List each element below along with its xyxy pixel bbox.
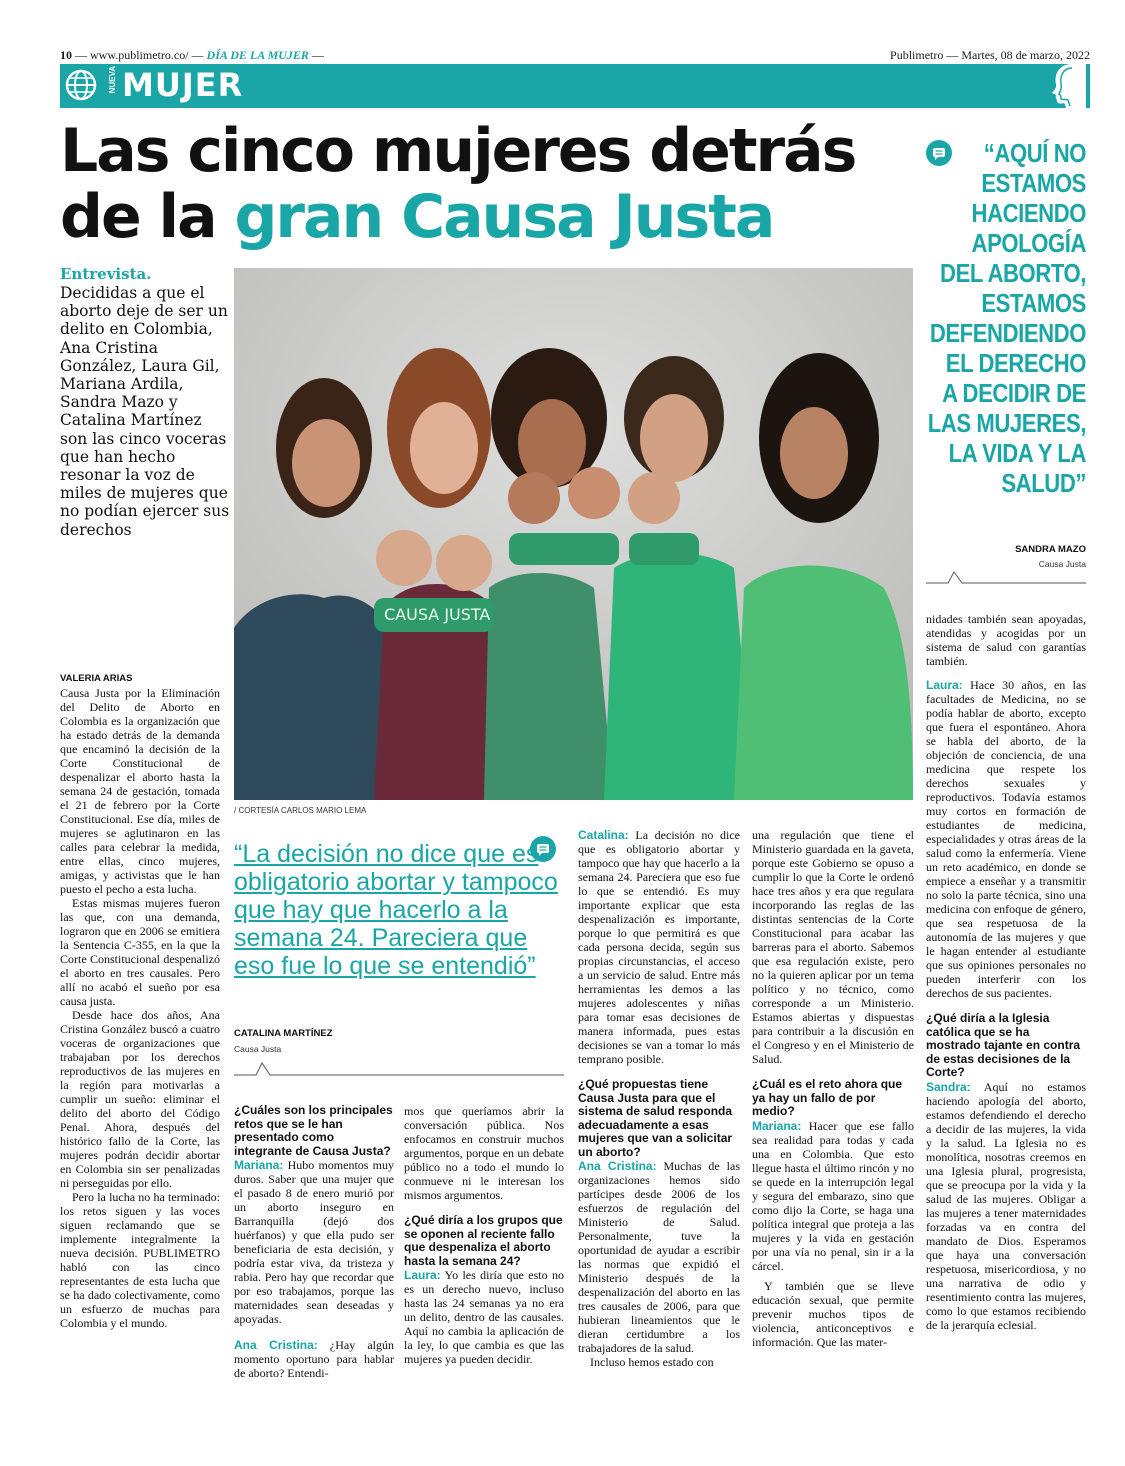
- answer-3: [404, 1268, 564, 1366]
- answer-6-text: Hacer que ese fallo sea realidad para todas y cada una en Colombia. Que esto llegue hasta el último rincón y no se quede en la interrupción legal y segura del embarazo, sino que como dijo la Corte, se haga una política integral que proteja a las mujeres y la vida en gestación por una vía no penal, sin ir a la cárcel.: [752, 1118, 915, 1273]
- column-4: [578, 828, 740, 1369]
- lead-text: Decididas a que el aborto deje de ser un delito en Colombia, Ana Cristina González, Laura Gil, Mariana Ardila, Sandra Mazo y Catalina Martínez son las cinco voceras que han hecho resonar la voz de miles de mujeres que no podían ejercer sus derechos: [60, 284, 230, 539]
- answer-6b: Y también que se lleve educación sexual, que permite prevenir muchos tipos de violencia, anticonceptivos e información. Que las mater-: [752, 1278, 914, 1349]
- question-2: ¿Qué diría a los grupos que se oponen al reciente fallo que despenaliza el aborto hasta la semana 24?: [404, 1213, 563, 1268]
- quote-divider: [926, 570, 1086, 584]
- answer-3-text: Yo les diría que esto no es un derecho nuevo, incluso hasta las 24 semanas ya no era un delito, dentro de las causales. Aquí no cambia la aplicación de la ley, lo que cambia es que las mujeres ya pueden decidir.: [404, 1268, 564, 1366]
- band-title: MUJER: [122, 66, 244, 104]
- headline: [60, 118, 910, 250]
- speaker-laura-2: Laura:: [926, 678, 963, 692]
- photo-illustration: [234, 268, 913, 800]
- answer-2: [234, 1338, 394, 1380]
- answer-1-text: Hubo momentos muy duros. Saber que una mujer que el pasado 8 de enero murió por un aborto inseguro en Barranquilla (dejó dos huérfanos) y que ella pudo ser beneficiaria de esta decisión, y podría estar viva, da tristeza y rabia. Pero hay que recordar que por eso trabajamos, porque las maternidades sean deseadas y apoyadas.: [234, 1158, 395, 1326]
- masthead-line: [60, 48, 1090, 63]
- site-url: — www.publimetro.co/ —: [75, 48, 204, 62]
- headline-line-1: Las cinco mujeres detrás: [60, 116, 856, 186]
- dash: —: [311, 48, 324, 62]
- side-quote: [926, 138, 1086, 498]
- column-6: [926, 612, 1086, 1332]
- answer-1: [234, 1158, 394, 1326]
- col1-p3: Desde hace dos años, Ana Cristina González buscó a cuatro voceras de organizaciones que trabajaban por los derechos reproductivos de las mujeres en la región para motivarlas a cumplir un sueño: eliminar el delito del aborto del Código Penal. Ahora, después del histórico fallo de la Corte, las mujeres podrán decidir abortar en Colombia sin ser penalizadas ni perseguidas por ello.: [60, 1008, 220, 1190]
- answer-2-cont: mos que queríamos abrir la conversación pública. Nos enfocamos en construir muchos argumentos, porque en un debate público no a todo el mundo lo conmueve ni le interesan los mismos argumentos.: [404, 1104, 564, 1202]
- section-tag: DÍA DE LA MUJER: [206, 48, 309, 62]
- lead-label: Entrevista.: [60, 265, 152, 283]
- answer-5b: Incluso hemos estado con: [590, 1355, 714, 1369]
- byline: VALERIA ARIAS: [60, 673, 133, 684]
- answer-6: [752, 1119, 914, 1273]
- speaker-ana-cristina: Ana Cristina:: [234, 1338, 318, 1352]
- band-prefix: NUEVA: [108, 66, 117, 94]
- side-quote-role: Causa Justa: [1038, 559, 1086, 569]
- col1-p1: Causa Justa por la Eliminación del Delito de Aborto en Colombia es la organización que ha estado detrás de la demanda que encaminó la decisión de la Corte Constitucional de despenalizar el aborto hasta la semana 24 de gestación, tomada el 21 de febrero por la Corte Constitucional. Ese día, miles de mujeres se aglutinaron en las calles para celebrar la medida, entre ellas, cinco mujeres, amigas, y activistas que le han puesto el pecho a esta lucha.: [60, 686, 220, 896]
- mid-quote-text: [234, 840, 564, 980]
- mid-quote: [234, 840, 564, 980]
- answer-5-text: Muchas de las organizaciones hemos sido partícipes desde 2006 de los esfuerzos de regulación del Ministerio de Salud. Personalmente, tuve la oportunidad de ayudar a escribir las normas que expidió el Ministerio después de la despenalización del aborto en las tres causales de 2006, para que hubieran lineamientos que le dieran certidumbre a los trabajadores de la salud.: [578, 1159, 740, 1355]
- answer-5-cont: una regulación que tiene el Ministerio guardada en la gaveta, porque este Gobierno se opuso a cumplir lo que la Corte le ordenó hace tres años y era que regulara incorporando las reglas de las distintas sentencias de la Corte Constitucional para acabar las barreras para el aborto. Sabemos que esa regulación existe, pero no la quieren aplicar por un tema político y no técnico, como corresponde a un Ministerio. Estamos abiertas y dispuestas para contribuir a la discusión en el Congreso y en el Ministerio de Salud.: [752, 828, 914, 1066]
- question-1: ¿Cuáles son los principales retos que se le han presentado como integrante de Causa Justa?: [234, 1103, 393, 1158]
- answer-4: [578, 828, 740, 1066]
- column-3: [404, 1104, 564, 1366]
- column-1: [60, 672, 220, 1330]
- publication-date: Publimetro — Martes, 08 de marzo, 2022: [890, 48, 1090, 62]
- section-band: [60, 64, 1090, 108]
- side-quote-text: “AQUÍ NO ESTAMOS HACIENDO APOLOGÍA DEL ABORTO, ESTAMOS DEFENDIENDO EL DERECHO A DECIDIR DE LAS MUJERES, LA VIDA Y LA SALUD”: [927, 138, 1086, 498]
- column-2: [234, 1092, 394, 1380]
- side-quote-name: SANDRA MAZO: [1015, 544, 1086, 555]
- answer-5: [578, 1159, 740, 1355]
- mid-quote-divider: [234, 1060, 564, 1076]
- speaker-sandra: Sandra:: [926, 1079, 971, 1094]
- column-5: [752, 828, 914, 1349]
- answer-4-text: La decisión no dice que es obligatorio abortar y tampoco que hay que hacerlo a la semana 24. Pareciera que eso fue lo que se entendió. Es muy importante explicar que esta despenalización es importante, porque lo que permitirá es que cada persona decida, según sus propias circunstancias, el acceso a un servicio de salud. Entre más herramientas les demos a las mujeres adolescentes y niñas para tomar esas decisiones de manera informada, pues estas decisiones se van a tomar lo más temprano posible.: [578, 828, 740, 1066]
- photo-credit: / CORTESÍA CARLOS MARIO LEMA: [234, 806, 367, 815]
- question-5: ¿Qué diría a la Iglesia católica que se ha mostrado tajante en contra de estas decisiones de la Corte?: [926, 1011, 1081, 1079]
- mid-quote-body: “La decisión no dice que es obligatorio abortar y tampoco que hay que hacerlo a la semana 24. Pareciera que eso fue lo que se entendió”: [234, 840, 558, 980]
- speaker-laura: Laura:: [404, 1268, 441, 1282]
- answer-7: [926, 678, 1086, 1000]
- woman-profile-icon: [1042, 62, 1086, 110]
- speaker-catalina: Catalina:: [578, 828, 629, 842]
- col1-p2: Estas mismas mujeres fueron las que, con una demanda, lograron que en 2006 se emitiera la Sentencia C-355, en la que la Corte Constitucional despenalizó el aborto en tres causales. Pero allí no acabó el sueño por esa causa justa.: [60, 896, 220, 1008]
- question-4: ¿Cuál es el reto ahora que ya hay un fallo de por medio?: [752, 1077, 903, 1118]
- answer-6-cont: nidades también sean apoyadas, atendidas y acogidas por un sistema de salud con garantías también.: [926, 612, 1086, 668]
- mid-quote-role: Causa Justa: [234, 1044, 282, 1054]
- speaker-mariana: Mariana:: [234, 1158, 284, 1172]
- headline-line-2: [60, 184, 910, 250]
- col1-p4: Pero la lucha no ha terminado: los retos siguen y las voces siguen reclamando que se implemente integralmente la nueva decisión. PUBLIMETRO habló con las cinco representantes de esta lucha que se ha dado colectivamente, como un esfuerzo de muchas para Colombia y el mundo.: [60, 1190, 220, 1330]
- page-number: 10: [60, 48, 72, 62]
- answer-8-text: Aquí no estamos haciendo apología del aborto, estamos defendiendo el derecho a decidir de las mujeres, la vida y la salud. La Iglesia no es monolítica, nosotras creemos en una Iglesia plural, progresista, que se preocupa por la vida y la salud de las mujeres. Obligar a las mujeres a tener maternidades forzadas va en contra del mandato de Dios. Esperamos que haya una conversación respetuosa, misericordiosa, y no una narrativa de odio y resentimiento contra las mujeres, como lo que estamos recibiendo de la jerarquía eclesial.: [926, 1079, 1086, 1332]
- headline-plain: de la: [60, 182, 216, 252]
- speaker-mariana-2: Mariana:: [752, 1118, 802, 1133]
- speaker-ana-cristina-2: Ana Cristina:: [578, 1159, 657, 1173]
- mid-quote-name: CATALINA MARTÍNEZ: [234, 1028, 333, 1039]
- group-photo: [234, 268, 913, 800]
- answer-7-text: Hace 30 años, en las facultades de Medicina, no se podía hablar de aborto, excepto que fuera el espontáneo. Ahora se habla del aborto, de la objeción de conciencia, de una medicina que respete los derechos sexuales y reproductivos. Todavía estamos muy cortos en formación de estudiantes de medicina, especialidades y otras áreas de la salud como la enfermería. Viene un reto académico, en donde se empiece a enseñar y a transmitir no solo la parte técnica, sino una medicina con enfoque de género, que sea respetuosa de la autonomía de las mujeres y que le hagan entender al estudiante que sus opiniones personales no pueden interferir con los derechos de sus pacientes.: [926, 678, 1087, 1000]
- wristband-text: CAUSA JUSTA: [384, 605, 491, 624]
- question-3: ¿Qué propuestas tiene Causa Justa para que el sistema de salud responda adecuadamente a esas mujeres que van a solicitar un aborto?: [578, 1077, 733, 1159]
- answer-8: [926, 1080, 1086, 1332]
- headline-accent: gran Causa Justa: [234, 182, 774, 252]
- answer-2-text: ¿Hay algún momento oportuno para hablar de aborto? Entendi-: [234, 1338, 394, 1380]
- globe-icon: [64, 68, 98, 102]
